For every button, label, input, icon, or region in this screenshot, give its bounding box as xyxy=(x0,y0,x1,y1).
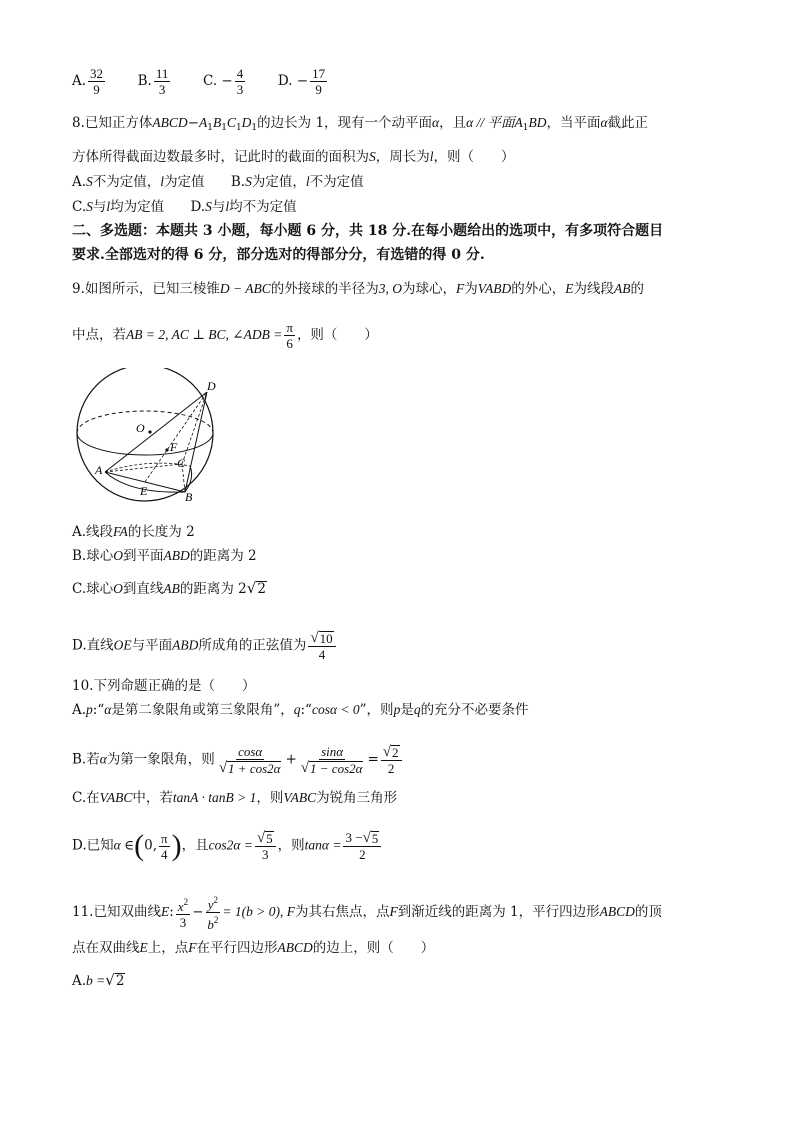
q9-option-c: C.球心O到直线AB的距离为 2 √ 2 xyxy=(72,579,266,597)
q8-options-cd xyxy=(72,198,297,216)
q9-option-a: A.线段FA的长度为 2 xyxy=(72,524,195,540)
edge-CD xyxy=(182,392,207,464)
q9-option-d: D.直线OE与平面ABD所成角的正弦值为 √ 10 4 xyxy=(72,630,338,662)
q11-stem-line2: 点在双曲线E上，点F在平行四边形ABCD的边上，则（ ） xyxy=(72,940,435,956)
q10-option-c: C.在VABC中，若tanA · tanB > 1，则VABC为锐角三角形 xyxy=(72,790,398,806)
q8-option-d: D.S与l均不为定值 xyxy=(190,199,297,215)
section2-heading-line2: 要求.全部选对的得 6 分，部分选对的得部分分，有选错的得 0 分. xyxy=(72,247,485,263)
q9-sphere-figure xyxy=(70,368,230,508)
q10-title: 10.下列命题正确的是（ ） xyxy=(72,678,256,694)
q9-option-b: B.球心O到平面ABD的距离为 2 xyxy=(72,548,257,564)
center-O-dot xyxy=(148,430,151,433)
section2-heading-line1: 二、多选题：本题共 3 小题，每小题 6 分，共 18 分.在每小题给出的选项中，有多项符合题目 xyxy=(72,223,664,239)
q8-options-ab xyxy=(72,173,364,191)
label-A: A xyxy=(95,463,103,477)
label-C: C xyxy=(177,456,186,470)
q11-option-a: A.b = √ 2 xyxy=(72,971,125,989)
q7-options xyxy=(72,66,329,97)
q8-stem-line1: 8.已知正方体$ABCD-A_1B_1C_1D_1$的边长为 1，现有一个动平面α，且α // 平面$A_1BD$，当平面α截此正 xyxy=(72,115,649,133)
edge-AC xyxy=(105,464,182,472)
q8-stem-line2: 方体所得截面边数最多时，记此时的截面的面积为S，周长为l，则（ ） xyxy=(72,149,515,165)
label-B: B xyxy=(185,490,193,504)
label-O: O xyxy=(136,421,145,435)
q7-option-d: D. − $\frac{17}{9}$ xyxy=(277,66,326,97)
q10-option-d: D.已知α ∈(0, $\frac{\pi}{4}$ )，且cos2α = √ 5 3 ，则tanα = 3 − √ 5 2 xyxy=(72,830,383,862)
q9-stem-line1: 9.如图所示，已知三棱锥D − ABC的外接球的半径为3, O为球心，F为VABD的外心，E为线段AB的 xyxy=(72,281,645,297)
q8-option-c: C.S与l均为定值 xyxy=(72,199,165,215)
q8-option-b: B.S为定值，l不为定值 xyxy=(230,174,364,190)
label-F: F xyxy=(170,440,178,454)
q7-option-c: C. − $\frac{4}{3}$ xyxy=(202,66,244,97)
q8-option-a: A.S不为定值，l为定值 xyxy=(72,174,205,190)
label-E: E xyxy=(140,484,148,498)
q7-option-a: A. $\frac{32}{9}$ xyxy=(72,66,104,97)
q11-stem-line1: 11.已知双曲线E: $\frac{x^2}{3}$ − $\frac{y^2}{b^2}$ = 1(b > 0), F为其右焦点，点F到渐近线的距离为 1，平行四边形ABCD的顶 xyxy=(72,895,662,932)
equator-back xyxy=(77,411,213,433)
equator-front xyxy=(77,433,213,455)
point-F-dot xyxy=(165,448,168,451)
q10-option-a: A.p:“α是第二象限角或第三象限角”，q:“cosα < 0”，则p是q的充分不必要条件 xyxy=(72,702,529,718)
q7-option-b: B. $\frac{11}{3}$ xyxy=(137,66,169,97)
q9-stem-line2: 中点，若AB = 2, AC ⊥ BC, ∠ADB = $\frac{\pi}{6}$ ，则（ ） xyxy=(72,320,378,351)
segment-DE xyxy=(145,392,207,482)
label-D: D xyxy=(207,379,216,393)
q10-option-b: B.若α为第一象限角，则 cosα √ 1 + cos2α + sinα √ 1 − cos2α = √ 2 2 xyxy=(72,744,404,776)
